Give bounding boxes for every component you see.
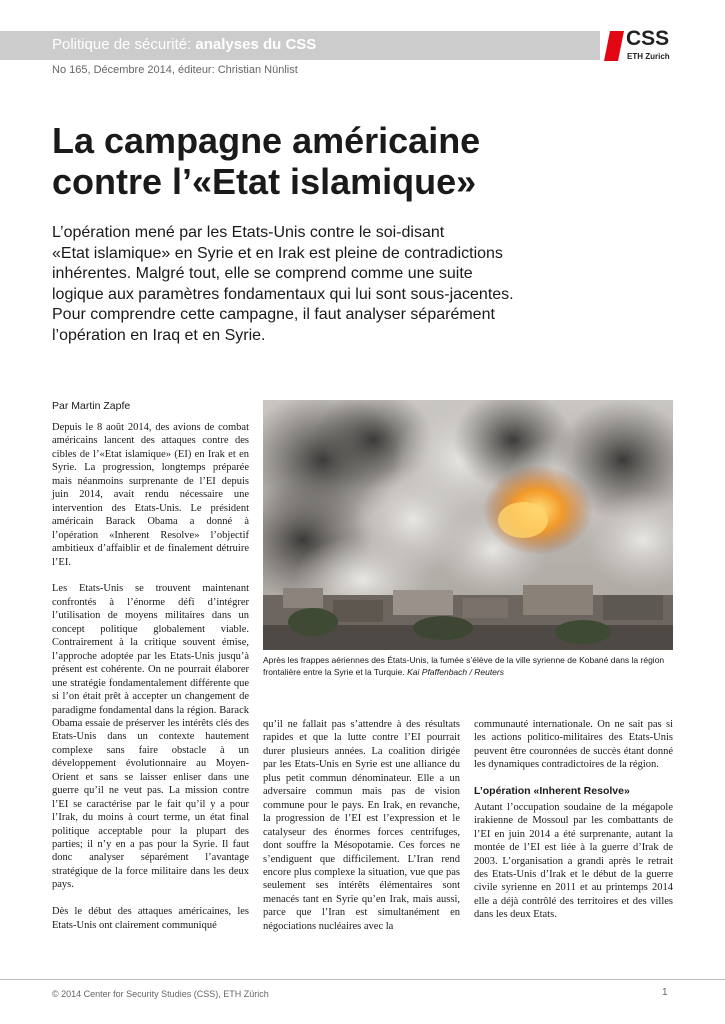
footer-copyright: © 2014 Center for Security Studies (CSS), ETH Zürich xyxy=(52,989,269,999)
body-paragraph: communauté internationale. On ne sait pas si les actions politico-militaires des Etats-Unis peuvent être couronnées de succès étant donné les dynamiques contradictoires de la région. xyxy=(474,719,673,771)
body-paragraph: Autant l’occupation soudaine de la mégapole irakienne de Mossoul par les combattants de l’EI en juin 2014 a été surprenante, autant la montée de l’EI est liée à la guerre d’Irak de 2003. L’organisation a grandi après le retrait des Etats-Unis d’Irak et le début de la guerre civile syrienne en 2011 et au printemps 2014 elle a déjà contrôlé des territoires et des villes dans les deux Etats. xyxy=(474,801,673,921)
author-byline: Par Martin Zapfe xyxy=(52,400,131,412)
logo-name: CSS xyxy=(626,27,670,50)
body-paragraph: qu’il ne fallait pas s’attendre à des résultats rapides et que la lutte contre l’EI pourrait durer plusieurs années. La coalition dirigée par les Etats-Unis en Syrie est une alliance du plus petit commun dénominateur. Elle a un adversaire commun mais pas de vision commune pour le pays. En Irak, en revanche, la progression de l’EI est l’expression et le catalyseur des énormes forces centrifuges, dont souffre la Mésopotamie. Ces forces ne s’endiguent que difficilement. L’Iran rend encore plus complexe la situation, vue que pas seulement ses intérêts élémentaires sont menacés tant en Syrie qu’en Irak, mais aussi, parce que l’Iran est simultanément en négociations nucléaires avec la xyxy=(263,719,460,932)
lead-line: «Etat islamique» en Syrie et en Irak est pleine de contradictions xyxy=(52,244,503,262)
lead-line: Pour comprendre cette campagne, il faut analyser séparément xyxy=(52,306,495,323)
body-paragraph: Dès le début des attaques américaines, les Etats-Unis ont clairement communiqué xyxy=(52,906,249,931)
logo-slash-icon xyxy=(604,31,624,61)
article-column-1 xyxy=(52,421,249,946)
page-number: 1 xyxy=(662,987,668,998)
title-line-1: La campagne américaine xyxy=(52,120,481,161)
kobane-airstrike-photo xyxy=(263,400,673,650)
photo-credit: Kai Pfaffenbach / Reuters xyxy=(407,666,504,677)
css-logo xyxy=(604,27,684,63)
lead-line: l’opération en Iraq et en Syrie. xyxy=(52,326,266,344)
issue-line: No 165, Décembre 2014, éditeur: Christian Nünlist xyxy=(52,64,298,76)
page-title xyxy=(52,120,652,202)
body-paragraph: Les Etats-Unis se trouvent maintenant confrontés à l’énorme défi d’intégrer l’utilisation de moyens militaires dans un concept politique globalement viable. Contrairement à la critique souvent émise, l’approche adoptée par les Etats-Unis jusqu’à présent est cohérente. On ne pourrait élaborer une stratégie fondamentalement différente que si l’on était prêt à accepter un changement de paradigme fondamental dans la région. Barack Obama essaie de préserver les intérêts clés des Etats-Unis dans un contexte hautement complexe sans faire obstacle à un développement évolutionnaire au Moyen-Orient et sans se laisser enliser dans une guerre qu’il ne veut pas. La mission contre l’EI se caractérise par le fait qu’il y a pour l’Irak, du moins à court terme, un état final politique acceptable pour la plupart des parties; il n’y en a pas pour la Syrie. Il faut donc analyser séparément l’avantage stratégique de la force militaire dans les deux pays. xyxy=(52,583,249,891)
smoke-photo-illustration xyxy=(263,400,673,650)
article-column-3 xyxy=(474,718,673,935)
article-column-2 xyxy=(263,718,460,947)
figure-caption xyxy=(263,655,683,678)
section-heading: L’opération «Inherent Resolve» xyxy=(474,785,630,798)
title-line-2: contre l’«Etat islamique» xyxy=(52,161,477,202)
series-title xyxy=(52,36,316,53)
series-prefix: Politique de sécurité: xyxy=(52,36,196,53)
logo-subtitle: ETH Zurich xyxy=(627,52,670,61)
lead-paragraph xyxy=(52,223,672,346)
series-bold: analyses du CSS xyxy=(195,36,317,53)
lead-line: logique aux paramètres fondamentaux qui lui sont sous-jacentes. xyxy=(52,285,514,303)
body-paragraph: Depuis le 8 août 2014, des avions de combat américains lancent des attaques contre des cibles de l’«Etat islamique» (EI) en Irak et en Syrie. La progression, longtemps préparée mais néanmoins surprenante de l’EI depuis juin 2014, avait rendu nécessaire une intervention des Etats-Unis. Le président américain Barack Obama a donné à l’opération «Inherent Resolve» l’objectif ambitieux d’affaiblir et de finalement détruire l’EI. xyxy=(52,422,249,568)
footer-divider xyxy=(0,979,725,980)
lead-line: inhérentes. Malgré tout, elle se comprend comme une suite xyxy=(52,265,473,282)
lead-line: L’opération mené par les Etats-Unis contre le soi-disant xyxy=(52,224,445,241)
caption-text: Après les frappes aériennes des États-Unis, la fumée s’élève de la ville syrienne de Kobané dans la région frontalière entre la Syrie et la Turquie. xyxy=(263,655,665,677)
series-banner xyxy=(0,31,600,60)
